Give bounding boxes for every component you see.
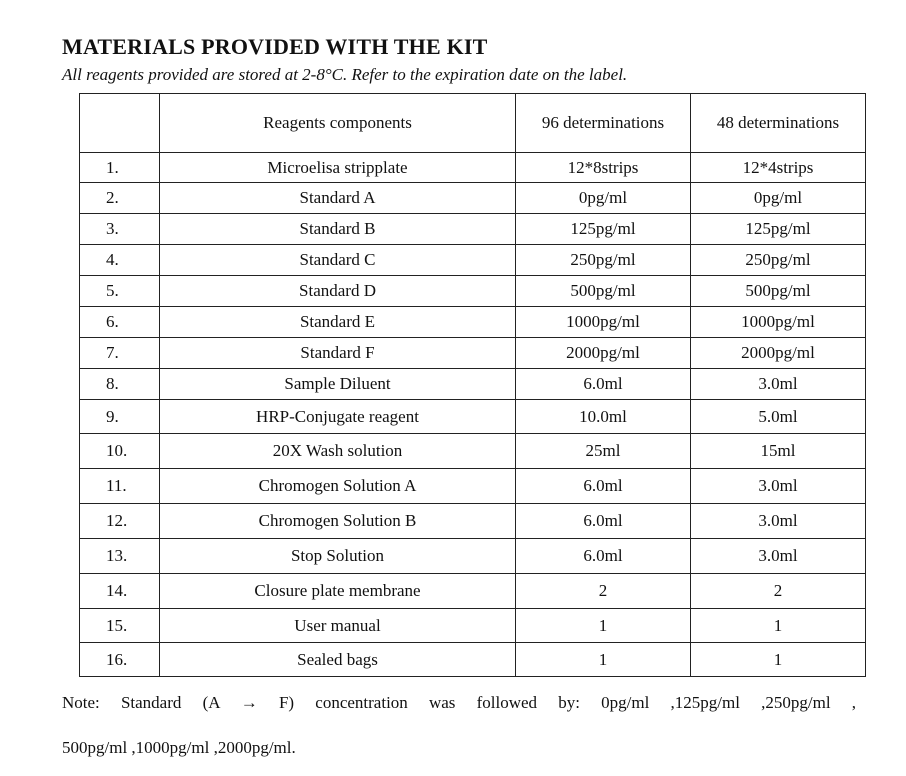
- value-48-determinations: 0pg/ml: [691, 183, 866, 214]
- value-96-determinations: 1: [516, 609, 691, 643]
- row-number: 7.: [80, 338, 160, 369]
- reagent-name: Standard A: [160, 183, 516, 214]
- row-number: 14.: [80, 574, 160, 609]
- standard-concentration-note-continued: 500pg/ml ,1000pg/ml ,2000pg/ml.: [62, 738, 296, 757]
- table-row: [80, 183, 866, 214]
- reagent-name: Standard E: [160, 307, 516, 338]
- value-48-determinations: 5.0ml: [691, 400, 866, 434]
- table-row: [80, 338, 866, 369]
- value-48-determinations: 15ml: [691, 434, 866, 469]
- row-number: 6.: [80, 307, 160, 338]
- value-96-determinations: 1: [516, 643, 691, 677]
- value-48-determinations: 250pg/ml: [691, 245, 866, 276]
- value-96-determinations: 6.0ml: [516, 469, 691, 504]
- table-row: [80, 369, 866, 400]
- value-48-determinations: 125pg/ml: [691, 214, 866, 245]
- reagent-name: Closure plate membrane: [160, 574, 516, 609]
- reagent-name: Chromogen Solution A: [160, 469, 516, 504]
- row-number: 8.: [80, 369, 160, 400]
- table-row: [80, 574, 866, 609]
- table-row: [80, 276, 866, 307]
- value-96-determinations: 1000pg/ml: [516, 307, 691, 338]
- header-48-determinations: 48 determinations: [691, 94, 866, 153]
- table-row: [80, 153, 866, 183]
- table-header-row: [80, 94, 866, 153]
- value-48-determinations: 3.0ml: [691, 469, 866, 504]
- table-row: [80, 469, 866, 504]
- row-number: 2.: [80, 183, 160, 214]
- header-reagents-components: Reagents components: [160, 94, 516, 153]
- table-row: [80, 245, 866, 276]
- storage-subtitle: All reagents provided are stored at 2-8°C. Refer to the expiration date on the label.: [62, 65, 628, 84]
- row-number: 11.: [80, 469, 160, 504]
- standard-concentration-note: Note: Standard (A → F) concentration was followed by: 0pg/ml ,125pg/ml ,250pg/ml ,: [62, 693, 856, 712]
- value-96-determinations: 125pg/ml: [516, 214, 691, 245]
- reagents-table: [79, 93, 866, 677]
- value-48-determinations: 1: [691, 643, 866, 677]
- value-48-determinations: 3.0ml: [691, 539, 866, 574]
- reagent-name: Standard B: [160, 214, 516, 245]
- reagent-name: Microelisa stripplate: [160, 153, 516, 183]
- table-row: [80, 539, 866, 574]
- reagent-name: HRP-Conjugate reagent: [160, 400, 516, 434]
- reagent-name: Standard C: [160, 245, 516, 276]
- value-96-determinations: 12*8strips: [516, 153, 691, 183]
- page-title: MATERIALS PROVIDED WITH THE KIT: [62, 34, 488, 59]
- reagent-name: 20X Wash solution: [160, 434, 516, 469]
- value-96-determinations: 0pg/ml: [516, 183, 691, 214]
- value-96-determinations: 10.0ml: [516, 400, 691, 434]
- reagent-name: Chromogen Solution B: [160, 504, 516, 539]
- reagent-name: Standard D: [160, 276, 516, 307]
- table-body: [80, 153, 866, 677]
- value-96-determinations: 250pg/ml: [516, 245, 691, 276]
- table-row: [80, 434, 866, 469]
- row-number: 9.: [80, 400, 160, 434]
- value-48-determinations: 500pg/ml: [691, 276, 866, 307]
- value-48-determinations: 2: [691, 574, 866, 609]
- row-number: 4.: [80, 245, 160, 276]
- header-number: [80, 94, 160, 153]
- value-96-determinations: 6.0ml: [516, 504, 691, 539]
- reagent-name: User manual: [160, 609, 516, 643]
- value-96-determinations: 6.0ml: [516, 369, 691, 400]
- table-row: [80, 400, 866, 434]
- row-number: 13.: [80, 539, 160, 574]
- row-number: 5.: [80, 276, 160, 307]
- value-96-determinations: 2000pg/ml: [516, 338, 691, 369]
- reagent-name: Standard F: [160, 338, 516, 369]
- value-48-determinations: 3.0ml: [691, 504, 866, 539]
- reagent-name: Sealed bags: [160, 643, 516, 677]
- value-48-determinations: 3.0ml: [691, 369, 866, 400]
- table-row: [80, 504, 866, 539]
- value-48-determinations: 1000pg/ml: [691, 307, 866, 338]
- row-number: 16.: [80, 643, 160, 677]
- value-48-determinations: 1: [691, 609, 866, 643]
- value-96-determinations: 6.0ml: [516, 539, 691, 574]
- row-number: 12.: [80, 504, 160, 539]
- table-row: [80, 307, 866, 338]
- reagent-name: Stop Solution: [160, 539, 516, 574]
- value-96-determinations: 2: [516, 574, 691, 609]
- reagent-name: Sample Diluent: [160, 369, 516, 400]
- value-96-determinations: 500pg/ml: [516, 276, 691, 307]
- row-number: 15.: [80, 609, 160, 643]
- row-number: 1.: [80, 153, 160, 183]
- header-96-determinations: 96 determinations: [516, 94, 691, 153]
- value-48-determinations: 12*4strips: [691, 153, 866, 183]
- table-row: [80, 609, 866, 643]
- table-row: [80, 643, 866, 677]
- row-number: 3.: [80, 214, 160, 245]
- table-row: [80, 214, 866, 245]
- row-number: 10.: [80, 434, 160, 469]
- value-48-determinations: 2000pg/ml: [691, 338, 866, 369]
- value-96-determinations: 25ml: [516, 434, 691, 469]
